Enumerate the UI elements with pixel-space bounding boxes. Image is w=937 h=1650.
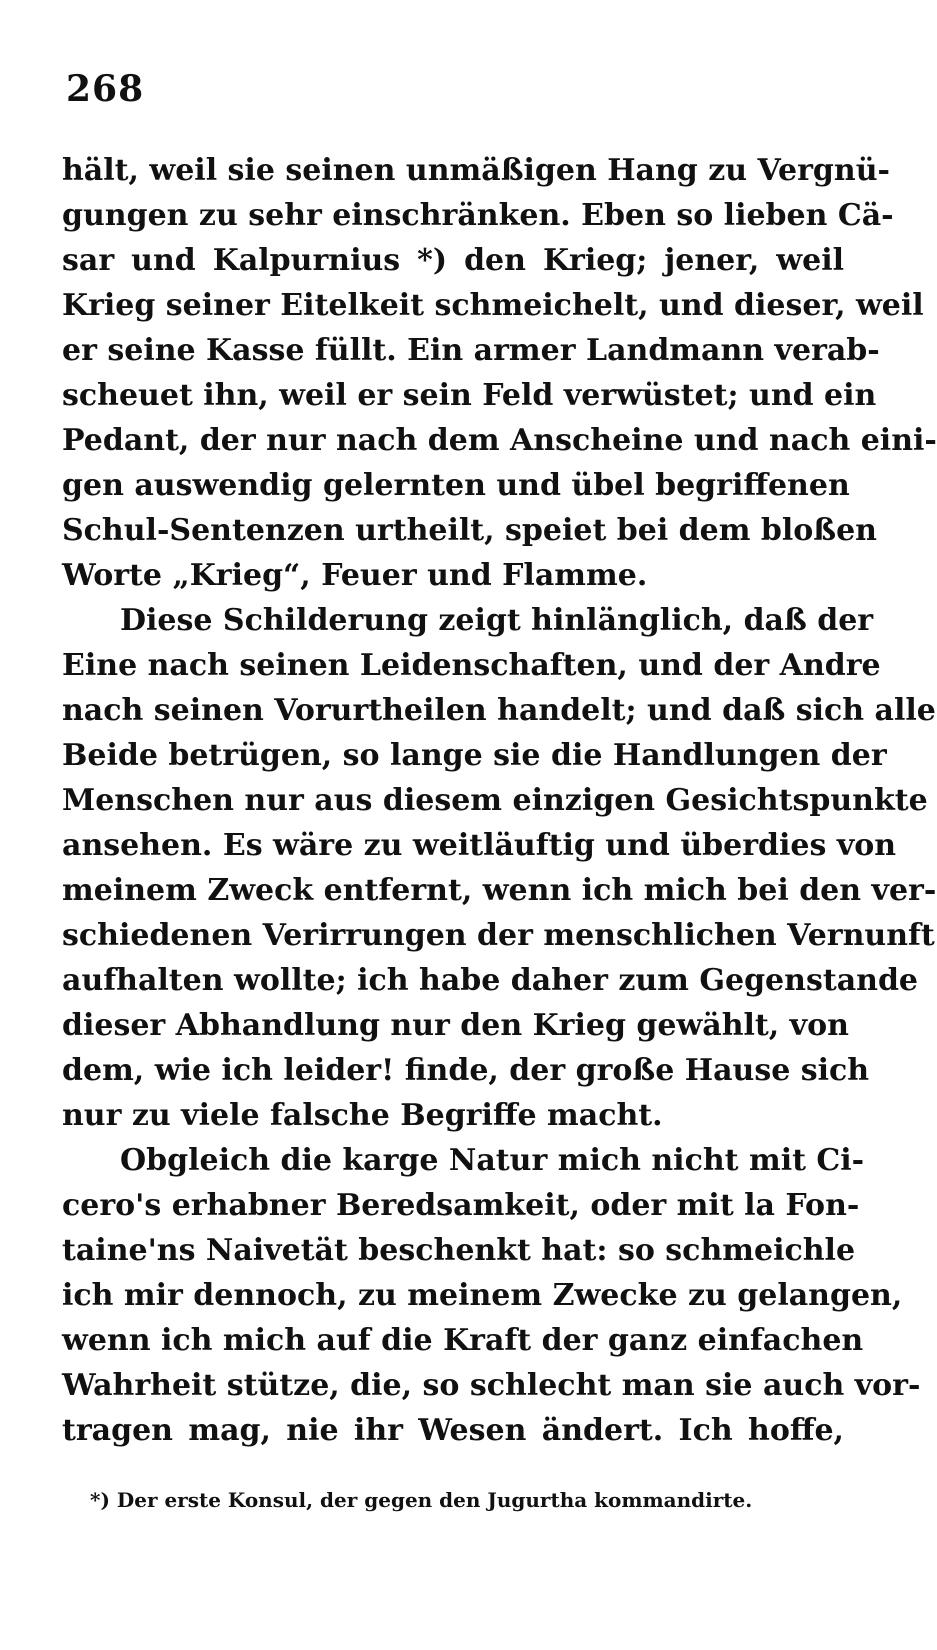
text-line: ich mir dennoch, zu meinem Zwecke zu gelangen,	[62, 1278, 903, 1313]
page-number: 268	[66, 68, 145, 110]
text-line: Diese Schilderung zeigt hinlänglich, daß der	[120, 603, 874, 638]
text-line: Krieg seiner Eitelkeit schmeichelt, und dieser, weil	[62, 288, 924, 323]
text-line: nur zu viele falsche Begriffe macht.	[62, 1098, 663, 1133]
footnote: *) Der erste Konsul, der gegen den Jugurtha kommandirte.	[90, 1488, 753, 1512]
text-line: meinem Zweck entfernt, wenn ich mich bei den ver-	[62, 873, 937, 908]
text-line: gungen zu sehr einschränken. Eben so lieben Cä-	[62, 198, 894, 233]
text-line: dem, wie ich leider! finde, der große Hause sich	[62, 1053, 870, 1088]
text-line: ansehen. Es wäre zu weitläuftig und überdies von	[62, 828, 897, 863]
text-line: Menschen nur aus diesem einzigen Gesichtspunkte	[62, 783, 928, 818]
text-line: Eine nach seinen Leidenschaften, und der Andre	[62, 648, 881, 683]
text-line: aufhalten wollte; ich habe daher zum Gegenstande	[62, 963, 919, 998]
text-line: gen auswendig gelernten und übel begriffenen	[62, 468, 850, 503]
text-line: sar und Kalpurnius *) den Krieg; jener, weil	[62, 243, 844, 278]
text-line: tragen mag, nie ihr Wesen ändert. Ich hoffe,	[62, 1413, 844, 1448]
text-line: nach seinen Vorurtheilen handelt; und daß sich alle	[62, 693, 936, 728]
text-line: Beide betrügen, so lange sie die Handlungen der	[62, 738, 887, 773]
text-line: Worte „Krieg“, Feuer und Flamme.	[62, 558, 648, 593]
text-line: wenn ich mich auf die Kraft der ganz einfachen	[62, 1323, 864, 1358]
body-text	[62, 148, 937, 1453]
text-line: Obgleich die karge Natur mich nicht mit Ci-	[120, 1143, 865, 1178]
text-line: er seine Kasse füllt. Ein armer Landmann verab-	[62, 333, 880, 368]
text-line: Pedant, der nur nach dem Anscheine und nach eini-	[62, 423, 937, 458]
text-line: hält, weil sie seinen unmäßigen Hang zu Vergnü-	[62, 153, 890, 188]
text-line: Wahrheit stütze, die, so schlecht man sie auch vor-	[62, 1368, 921, 1403]
text-line: Schul-Sentenzen urtheilt, speiet bei dem bloßen	[62, 513, 877, 548]
text-line: taine'ns Naivetät beschenkt hat: so schmeichle	[62, 1233, 856, 1268]
text-line: schiedenen Verirrungen der menschlichen Vernunft	[62, 918, 935, 953]
text-line: cero's erhabner Beredsamkeit, oder mit la Fon-	[62, 1188, 860, 1223]
text-line: dieser Abhandlung nur den Krieg gewählt, von	[62, 1008, 849, 1043]
text-line: scheuet ihn, weil er sein Feld verwüstet; und ein	[62, 378, 877, 413]
